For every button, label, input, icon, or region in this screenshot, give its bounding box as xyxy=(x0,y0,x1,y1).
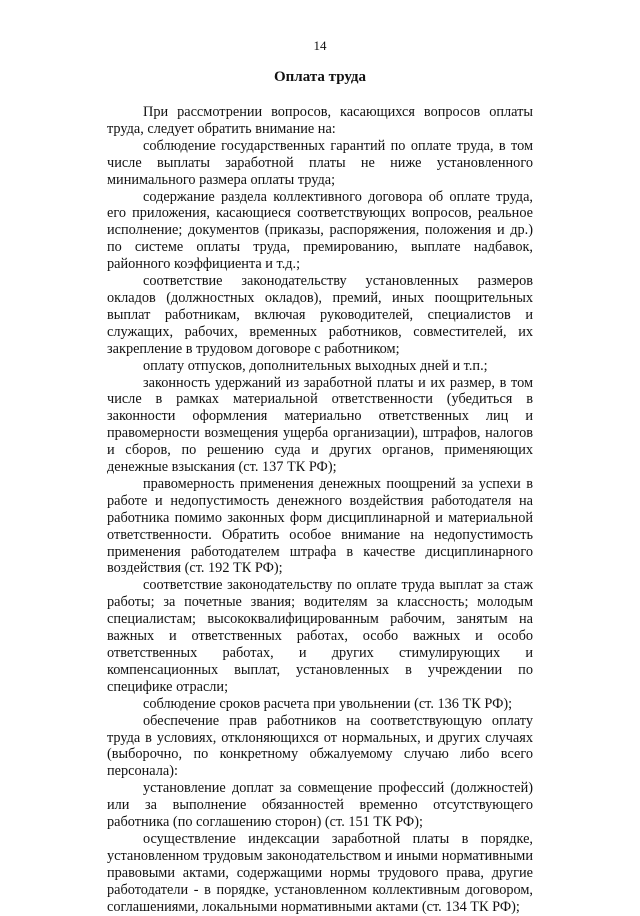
paragraph-salary-compliance: соответствие законодательству установленных размеров окладов (должностных окладов), премий, иных поощрительных выплат работникам, включая руководителей, специалистов и служащих, рабочих, временных работников, совместителей, их закрепление в трудовом договоре с работником; xyxy=(107,273,533,357)
paragraph-intro: При рассмотрении вопросов, касающихся вопросов оплаты труда, следует обратить внимание на: xyxy=(107,104,533,137)
page-title: Оплата труда xyxy=(274,69,366,85)
document-body xyxy=(107,104,533,916)
paragraph-state-guarantees: соблюдение государственных гарантий по оплате труда, в том числе выплаты заработной платы не ниже установленного минимального размера оплаты труда; xyxy=(107,137,533,188)
paragraph-combined-duties: установление доплат за совмещение профессий (должностей) или за выполнение обязанностей временно отсутствующего работника (по соглашению сторон) (ст. 151 ТК РФ); xyxy=(107,780,533,831)
paragraph-indexation: осуществление индексации заработной платы в порядке, установленном трудовым законодательством и иными нормативными правовыми актами, содержащими нормы трудового права, другие работодатели - в порядке, установленном коллективным договором, соглашениями, локальными нормативными актами (ст. 134 ТК РФ); xyxy=(107,830,533,915)
page-number: 14 xyxy=(313,38,327,53)
paragraph-incentives: правомерность применения денежных поощрений за успехи в работе и недопустимость денежного воздействия работодателя на работника помимо законных форм дисциплинарной и материальной ответственности. Обратить особое внимание на недопустимость применения работодателем штрафа в качестве дисциплинарного воздействия (ст. 192 ТК РФ); xyxy=(107,475,533,577)
paragraph-seniority-pay: соответствие законодательству по оплате труда выплат за стаж работы; за почетные звания; водителям за классность; молодым специалистам; высококвалифицированным рабочим, занятым на важных и ответственных работах, особо важных и особо ответственных работах, и других стимулирующих и компенсационных выплат, установленных в учреждении по специфике отрасли; xyxy=(107,577,533,695)
paragraph-abnormal-conditions: обеспечение прав работников на соответствующую оплату труда в условиях, отклоняющихся от нормальных, и других случаях (выборочно, по конкретному обжалуемому случаю либо всего персонала): xyxy=(107,712,533,780)
paragraph-dismissal-settlement: соблюдение сроков расчета при увольнении (ст. 136 ТК РФ); xyxy=(143,695,513,712)
paragraph-collective-agreement: содержание раздела коллективного договора об оплате труда, его приложения, касающиеся соответствующих вопросов, реальное исполнение; документов (приказы, распоряжения, положения и др.) по системе оплаты труда, премированию, выплате надбавок, районного коэффициента и т.д.; xyxy=(107,188,533,273)
paragraph-vacation-pay: оплату отпусков, дополнительных выходных дней и т.п.; xyxy=(143,357,488,374)
paragraph-deductions: законность удержаний из заработной платы и их размер, в том числе в рамках материальной ответственности (убедиться в законности оформления материально ответственных лиц и правомерности возмещения ущерба организации), штрафов, налогов и сборов, по решению суда и других органов, применяющих денежные взыскания (ст. 137 ТК РФ); xyxy=(107,374,533,476)
